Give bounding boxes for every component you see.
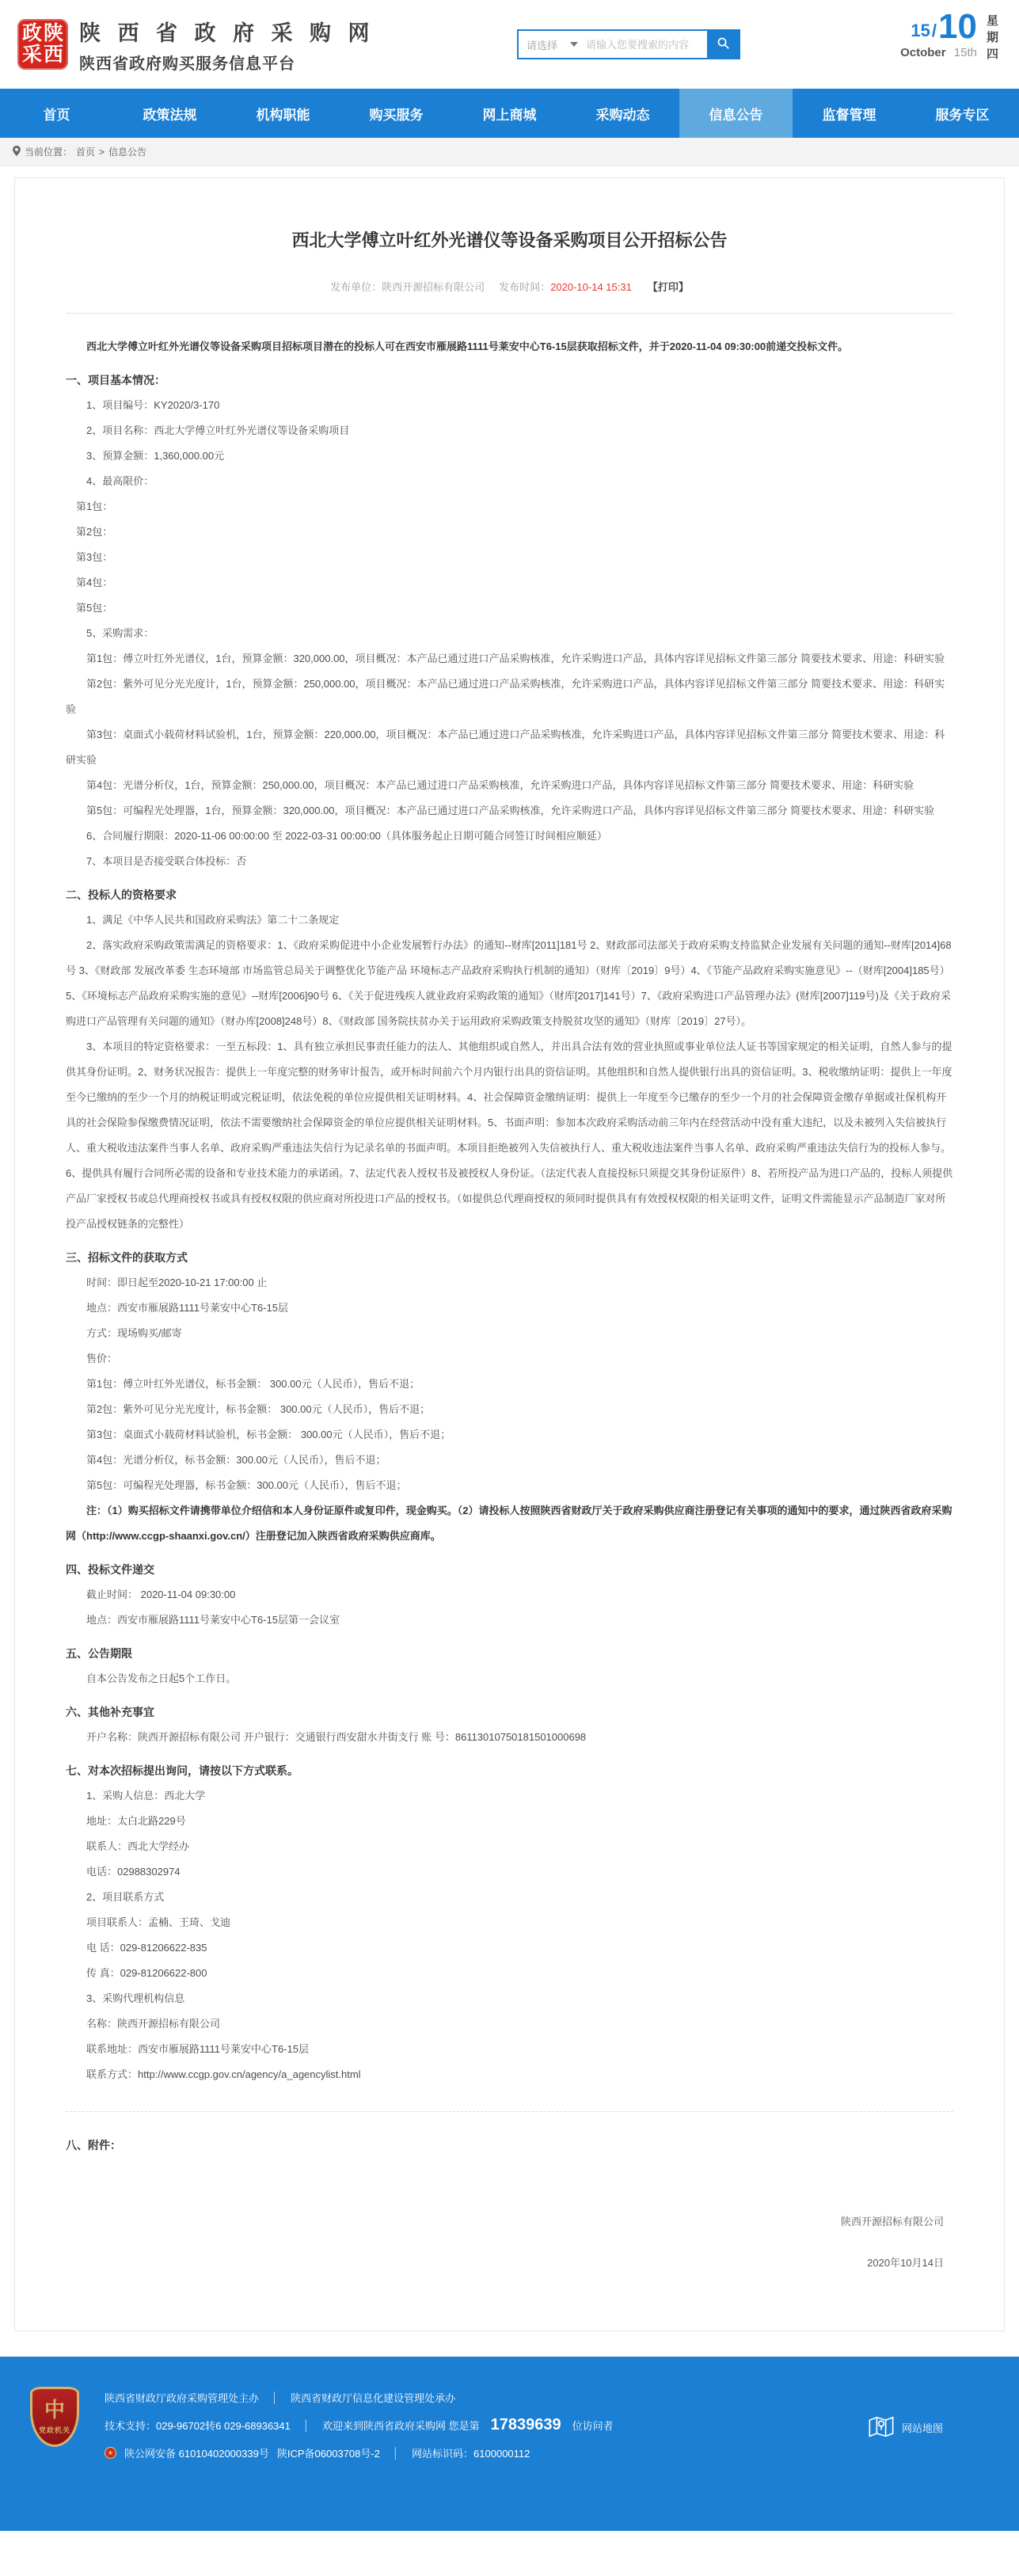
article-paragraph: 七、对本次招标提出询问，请按以下方式联系。 bbox=[66, 1764, 298, 1777]
page-title: 西北大学傅立叶红外光谱仪等设备采购项目公开招标公告 bbox=[291, 230, 728, 250]
breadcrumb-current: 信息公告 bbox=[108, 146, 147, 158]
date-day: 15 bbox=[911, 20, 930, 40]
article-paragraph: 第5包： bbox=[76, 602, 113, 614]
footer-welcome-prefix: 欢迎来到陕西省政府采购网 您是第 bbox=[322, 2420, 480, 2432]
article-paragraph: 时间：即日起至2020-10-21 17:00:00 止 bbox=[86, 1277, 268, 1288]
article-meta bbox=[66, 279, 953, 294]
breadcrumb-prefix: 当前位置： bbox=[25, 146, 73, 158]
sitemap-button[interactable] bbox=[867, 2412, 943, 2443]
date-numbers bbox=[900, 7, 977, 46]
site-code: 网站标识码：6100000112 bbox=[412, 2448, 530, 2460]
search-select-label: 请选择 bbox=[527, 39, 558, 51]
search-category-select[interactable] bbox=[519, 31, 586, 58]
publisher-label: 发布单位： bbox=[330, 281, 382, 293]
article-paragraph: 六、其他补充事宜 bbox=[66, 1706, 154, 1718]
date-widget bbox=[900, 7, 998, 63]
date-slash: / bbox=[931, 20, 937, 40]
location-pin-icon bbox=[13, 146, 21, 158]
breadcrumb-home-link[interactable]: 首页 bbox=[76, 146, 96, 158]
article-paragraph: 第2包：紫外可见分光光度计，1台，预算金额：250,000.00，项目概况：本产品已通过进口产品采购核准，允许采购进口产品，具体内容详见招标文件第三部分 简要技术要求、用途：科研实验 bbox=[66, 678, 945, 715]
publisher-value: 陕西开源招标有限公司 bbox=[382, 281, 485, 293]
article-paragraph: 6、合同履行期限：2020-11-06 00:00:00 至 2022-03-31 00:00:00（具体服务起止日期可随合同签订时间相应顺延） bbox=[86, 830, 607, 842]
seal-char: 西 bbox=[43, 44, 63, 66]
site-logo bbox=[17, 16, 375, 74]
article-paragraph: 自本公告发布之日起5个工作日。 bbox=[86, 1672, 237, 1684]
government-badge-icon bbox=[30, 2387, 79, 2447]
signature-date: 2020年10月14日 bbox=[867, 2257, 944, 2269]
search-input[interactable] bbox=[586, 31, 707, 58]
national-emblem-icon: ★ bbox=[105, 2447, 116, 2459]
article-paragraph: 第3包：桌面式小载荷材料试验机，标书金额： 300.00元（人民币），售后不退； bbox=[86, 1429, 451, 1440]
article-paragraph: 方式：现场购买/邮寄 bbox=[86, 1327, 182, 1339]
public-security-beian-link[interactable]: 陕公网安备 61010402000339号 bbox=[124, 2448, 269, 2460]
article-paragraph: 1、采购人信息：西北大学 bbox=[86, 1790, 206, 1802]
logo-seal-icon bbox=[17, 19, 68, 70]
article-paragraph: 注：（1）购买招标文件请携带单位介绍信和本人身份证原件或复印件，现金购买。（2）请投标人按照陕西省财政厅关于政府采购供应商注册登记有关事项的通知中的要求，通过陕西省政府采购网（http://www.ccgp-shaanxi.gov.cn/）注册登记加入陕西省政府采购供应商库。 bbox=[66, 1505, 952, 1542]
weekday-char: 星 bbox=[986, 14, 998, 28]
site-subtitle: 陕西省政府购买服务信息平台 bbox=[79, 55, 295, 73]
article-paragraph: 7、本项目是否接受联合体投标：否 bbox=[86, 855, 247, 867]
site-footer bbox=[0, 2357, 1019, 2531]
nav-item[interactable]: 服务专区 bbox=[935, 107, 990, 123]
nav-item[interactable]: 机构职能 bbox=[256, 107, 310, 123]
print-button[interactable]: 【打印】 bbox=[647, 281, 689, 293]
article-paragraph: 2、项目名称：西北大学傅立叶红外光谱仪等设备采购项目 bbox=[86, 424, 350, 436]
article-paragraph: 八、附件： bbox=[66, 2139, 121, 2152]
article-paragraph: 3、本项目的特定资格要求：一至五标段：1、具有独立承担民事责任能力的法人、其他组织或自然人，并出具合法有效的营业执照或事业单位法人证书等国家规定的相关证明，自然人参与的提供其身份证明。2、财务状况报告：提供上一年度完整的财务审计报告，或开标时间前六个月内银行出具的资信证明。其他组织和自然人提供银行出具的资信证明。3、税收缴纳证明：提供上一年度至今已缴纳的至少一个月的纳税证明或完税证明，依法免税的单位应提供相关证明材料。4、社会保障资金缴纳证明：提供上一年度至今已缴存的至少一个月的社会保障资金缴存单据或社保机构开具的社会保险参保缴费情况证明，依法不需要缴纳社会保障资金的单位应提供相关证明材料。5、书面声明：参加本次政府采购活动前三年内在经营活动中没有重大违纪，以及未被列入失信被执行人、重大税收违法案件当事人名单、政府采购严重违法失信行为记录名单的书面声明。本项目拒绝被列入失信被执行人、重大税收违法案件当事人名单、政府采购严重违法失信行为的投标人参与。6、提供具有履行合同所必需的设备和专业技术能力的承诺函。7、法定代表人授权书及被授权人身份证。（法定代表人直接投标只须提交其身份证原件）8、若所投产品为进口产品的，投标人须提供产品厂家授权书或总代理商授权书或具有授权权限的供应商对所投进口产品的授权书。（如提供总代理商授权的须同时提供具有有效授权权限的相关证明文件，证明文件需能显示产品制造厂家对所投产品授权链条的完整性） bbox=[66, 1041, 953, 1230]
seal-char: 采 bbox=[21, 44, 42, 66]
article-paragraph: 售价： bbox=[86, 1353, 118, 1364]
breadcrumb bbox=[0, 138, 1019, 166]
article-paragraph: 电 话：029-81206622-835 bbox=[86, 1942, 207, 1954]
signature-block bbox=[66, 2210, 953, 2275]
article-paragraph: 第4包：光谱分析仪，标书金额：300.00元（人民币），售后不退； bbox=[86, 1454, 386, 1466]
footer-separator: │ bbox=[392, 2447, 400, 2459]
date-month-name: October bbox=[900, 45, 946, 59]
footer-welcome-suffix: 位访问者 bbox=[572, 2420, 614, 2432]
article-paragraph: 西北大学傅立叶红外光谱仪等设备采购项目招标项目潜在的投标人可在西安市雁展路1111号莱安中心T6-15层获取招标文件，并于2020-11-04 09:30:00前递交投标文件。 bbox=[86, 341, 849, 352]
article-paragraph: 二、投标人的资格要求 bbox=[66, 888, 177, 901]
article-body bbox=[66, 334, 953, 2158]
article-paragraph: 第1包：傅立叶红外光谱仪，标书金额： 300.00元（人民币），售后不退； bbox=[86, 1378, 420, 1390]
nav-item[interactable]: 网上商城 bbox=[482, 107, 537, 123]
sitemap-label: 网站地图 bbox=[901, 2422, 943, 2434]
article-paragraph: 第1包：傅立叶红外光谱仪，1台，预算金额：320,000.00，项目概况：本产品已通过进口产品采购核准，允许采购进口产品，具体内容详见招标文件第三部分 简要技术要求、用途：科研实验 bbox=[86, 653, 945, 664]
article-paragraph: 截止时间： 2020-11-04 09:30:00 bbox=[86, 1589, 236, 1600]
article-paragraph: 第3包：桌面式小载荷材料试验机，1台，预算金额：220,000.00，项目概况：本产品已通过进口产品采购核准，允许采购进口产品，具体内容详见招标文件第三部分 简要技术要求、用途：科研实验 bbox=[66, 729, 945, 766]
footer-row-beian bbox=[105, 2445, 1019, 2460]
search-bar bbox=[517, 29, 740, 59]
publish-time-label: 发布时间： bbox=[499, 281, 551, 293]
article-paragraph: 第2包： bbox=[76, 526, 113, 538]
footer-undertake: 陕西省财政厅信息化建设管理处承办 bbox=[291, 2392, 456, 2404]
seal-char: 陕 bbox=[43, 22, 63, 44]
nav-item[interactable]: 监督管理 bbox=[822, 107, 876, 123]
date-numbers-block bbox=[900, 7, 977, 63]
article-paragraph: 1、项目编号：KY2020/3-170 bbox=[86, 399, 220, 411]
publish-time-value: 2020-10-14 15:31 bbox=[550, 281, 632, 293]
article-paragraph: 五、公告期限 bbox=[66, 1647, 132, 1660]
article-paragraph: 第4包：光谱分析仪，1台，预算金额：250,000.00，项目概况：本产品已通过进口产品采购核准，允许采购进口产品，具体内容详见招标文件第三部分 简要技术要求、用途：科研实验 bbox=[86, 779, 914, 791]
search-icon bbox=[717, 36, 730, 52]
footer-row-organizers bbox=[105, 2390, 1019, 2405]
article-paragraph: 3、采购代理机构信息 bbox=[86, 1992, 185, 2004]
date-month-number: 10 bbox=[938, 7, 977, 46]
footer-separator: │ bbox=[302, 2419, 310, 2431]
article-paragraph: 第5包：可编程光处理器，标书金额：300.00元（人民币），售后不退； bbox=[86, 1479, 407, 1491]
article-paragraph: 地点：西安市雁展路1111号莱安中心T6-15层第一会议室 bbox=[86, 1614, 340, 1626]
nav-item[interactable]: 政策法规 bbox=[143, 107, 197, 123]
article-paragraph: 四、投标文件递交 bbox=[66, 1563, 154, 1576]
icp-beian-link[interactable]: 陕ICP备06003708号-2 bbox=[276, 2448, 380, 2460]
date-words bbox=[900, 46, 977, 59]
footer-tech-support: 技术支持：029-96702转6 029-68936341 bbox=[105, 2420, 291, 2432]
badge-glyph: 中 bbox=[44, 2397, 65, 2422]
nav-item[interactable]: 采购动态 bbox=[595, 107, 650, 123]
article-paragraph: 5、采购需求： bbox=[86, 627, 154, 639]
article-paragraph: 2、落实政府采购政策需满足的资格要求：1、《政府采购促进中小企业发展暂行办法》的通知--财库[2011]181号 2、财政部司法部关于政府采购支持监狱企业发展有关问题的通知--财库[2014]68号 3、《财政部 发展改革委 生态环境部 市场监管总局关于调整优化节能产品 环境标志产品政府采购执行机制的通知）（财库〔2019〕9号）4、《节能产品政府采购实施意见》--（财库[2004]185号）5、《环境标志产品政府采购实施的意见》--财库[2006]90号 6、《关于促进残疾人就业政府采购政策的通知》（财库[2017]141号）7、《政府采购进口产品管理办法》(财库[2007]119号)及《关于政府采购进口产品管理有关问题的通知》（财办库[2008]248号）8、《财政部 国务院扶贫办关于运用政府采购政策支持脱贫攻坚的通知》（财库〔2019〕27号）。 bbox=[66, 939, 952, 1027]
article-paragraph: 联系方式：http://www.ccgp.gov.cn/agency/a_agencylist.html bbox=[86, 2068, 361, 2080]
article-paragraph: 地点：西安市雁展路1111号莱安中心T6-15层 bbox=[86, 1302, 288, 1314]
article-paragraph: 第5包：可编程光处理器，1台，预算金额：320,000.00，项目概况：本产品已通过进口产品采购核准，允许采购进口产品，具体内容详见招标文件第三部分 简要技术要求、用途：科研实验 bbox=[86, 805, 935, 816]
article-paragraph: 开户名称：陕西开源招标有限公司 开户银行：交通银行西安甜水井街支行 账 号：86113010750181501000698 bbox=[86, 1731, 587, 1743]
date-weekday bbox=[987, 11, 998, 63]
article-paragraph: 第3包： bbox=[76, 551, 113, 563]
article-paragraph bbox=[66, 2111, 953, 2112]
article-paragraph: 名称：陕西开源招标有限公司 bbox=[86, 2018, 221, 2030]
article-paragraph: 三、招标文件的获取方式 bbox=[66, 1251, 188, 1264]
weekday-char: 四 bbox=[986, 48, 998, 61]
chevron-down-icon bbox=[570, 42, 578, 47]
article-paragraph: 电话：02988302974 bbox=[86, 1866, 181, 1878]
article-paragraph: 2、项目联系方式 bbox=[86, 1891, 165, 1903]
nav-item[interactable]: 信息公告 bbox=[679, 89, 793, 138]
article-paragraph: 第1包： bbox=[76, 500, 113, 512]
article-paragraph: 传 真：029-81206622-800 bbox=[86, 1967, 207, 1979]
badge-label: 党政机关 bbox=[38, 2426, 70, 2434]
footer-host: 陕西省财政厅政府采购管理处主办 bbox=[105, 2392, 260, 2404]
footer-separator: │ bbox=[272, 2391, 279, 2403]
seal-char: 政 bbox=[21, 22, 42, 44]
article-paragraph: 4、最高限价： bbox=[86, 475, 154, 487]
article-paragraph: 第2包：紫外可见分光光度计，标书金额： 300.00元（人民币），售后不退； bbox=[86, 1403, 431, 1415]
article-paragraph: 地址：太白北路229号 bbox=[86, 1815, 186, 1827]
article-paragraph: 项目联系人：孟楠、王琦、戈迪 bbox=[86, 1916, 231, 1928]
search-button[interactable] bbox=[707, 31, 739, 58]
site-titles bbox=[79, 16, 375, 74]
main-content-area bbox=[0, 166, 1019, 2344]
article-paragraph: 联系人：西北大学经办 bbox=[86, 1840, 190, 1852]
announcement-card bbox=[14, 177, 1005, 2331]
visitor-count: 17839639 bbox=[490, 2416, 561, 2433]
site-header bbox=[0, 0, 1019, 89]
article-paragraph: 联系地址：西安市雁展路1111号莱安中心T6-15层 bbox=[86, 2043, 309, 2055]
article-paragraph: 第4包： bbox=[76, 576, 113, 588]
article-paragraph: 一、项目基本情况： bbox=[66, 374, 165, 386]
nav-item[interactable]: 首页 bbox=[43, 107, 70, 123]
weekday-char: 期 bbox=[986, 31, 998, 44]
article-paragraph: 1、满足《中华人民共和国政府采购法》第二十二条规定 bbox=[86, 914, 340, 926]
site-name: 陕 西 省 政 府 采 购 网 bbox=[79, 21, 375, 45]
nav-item[interactable]: 购买服务 bbox=[369, 107, 424, 123]
article-paragraph: 3、预算金额：1,360,000.00元 bbox=[86, 450, 225, 462]
breadcrumb-separator: > bbox=[99, 146, 105, 158]
meta-divider bbox=[66, 313, 953, 314]
footer-lines bbox=[105, 2357, 1019, 2460]
main-nav bbox=[0, 89, 1019, 138]
sitemap-icon bbox=[867, 2412, 895, 2443]
date-day-ordinal: 15th bbox=[953, 45, 977, 59]
signature-company: 陕西开源招标有限公司 bbox=[840, 2216, 944, 2228]
